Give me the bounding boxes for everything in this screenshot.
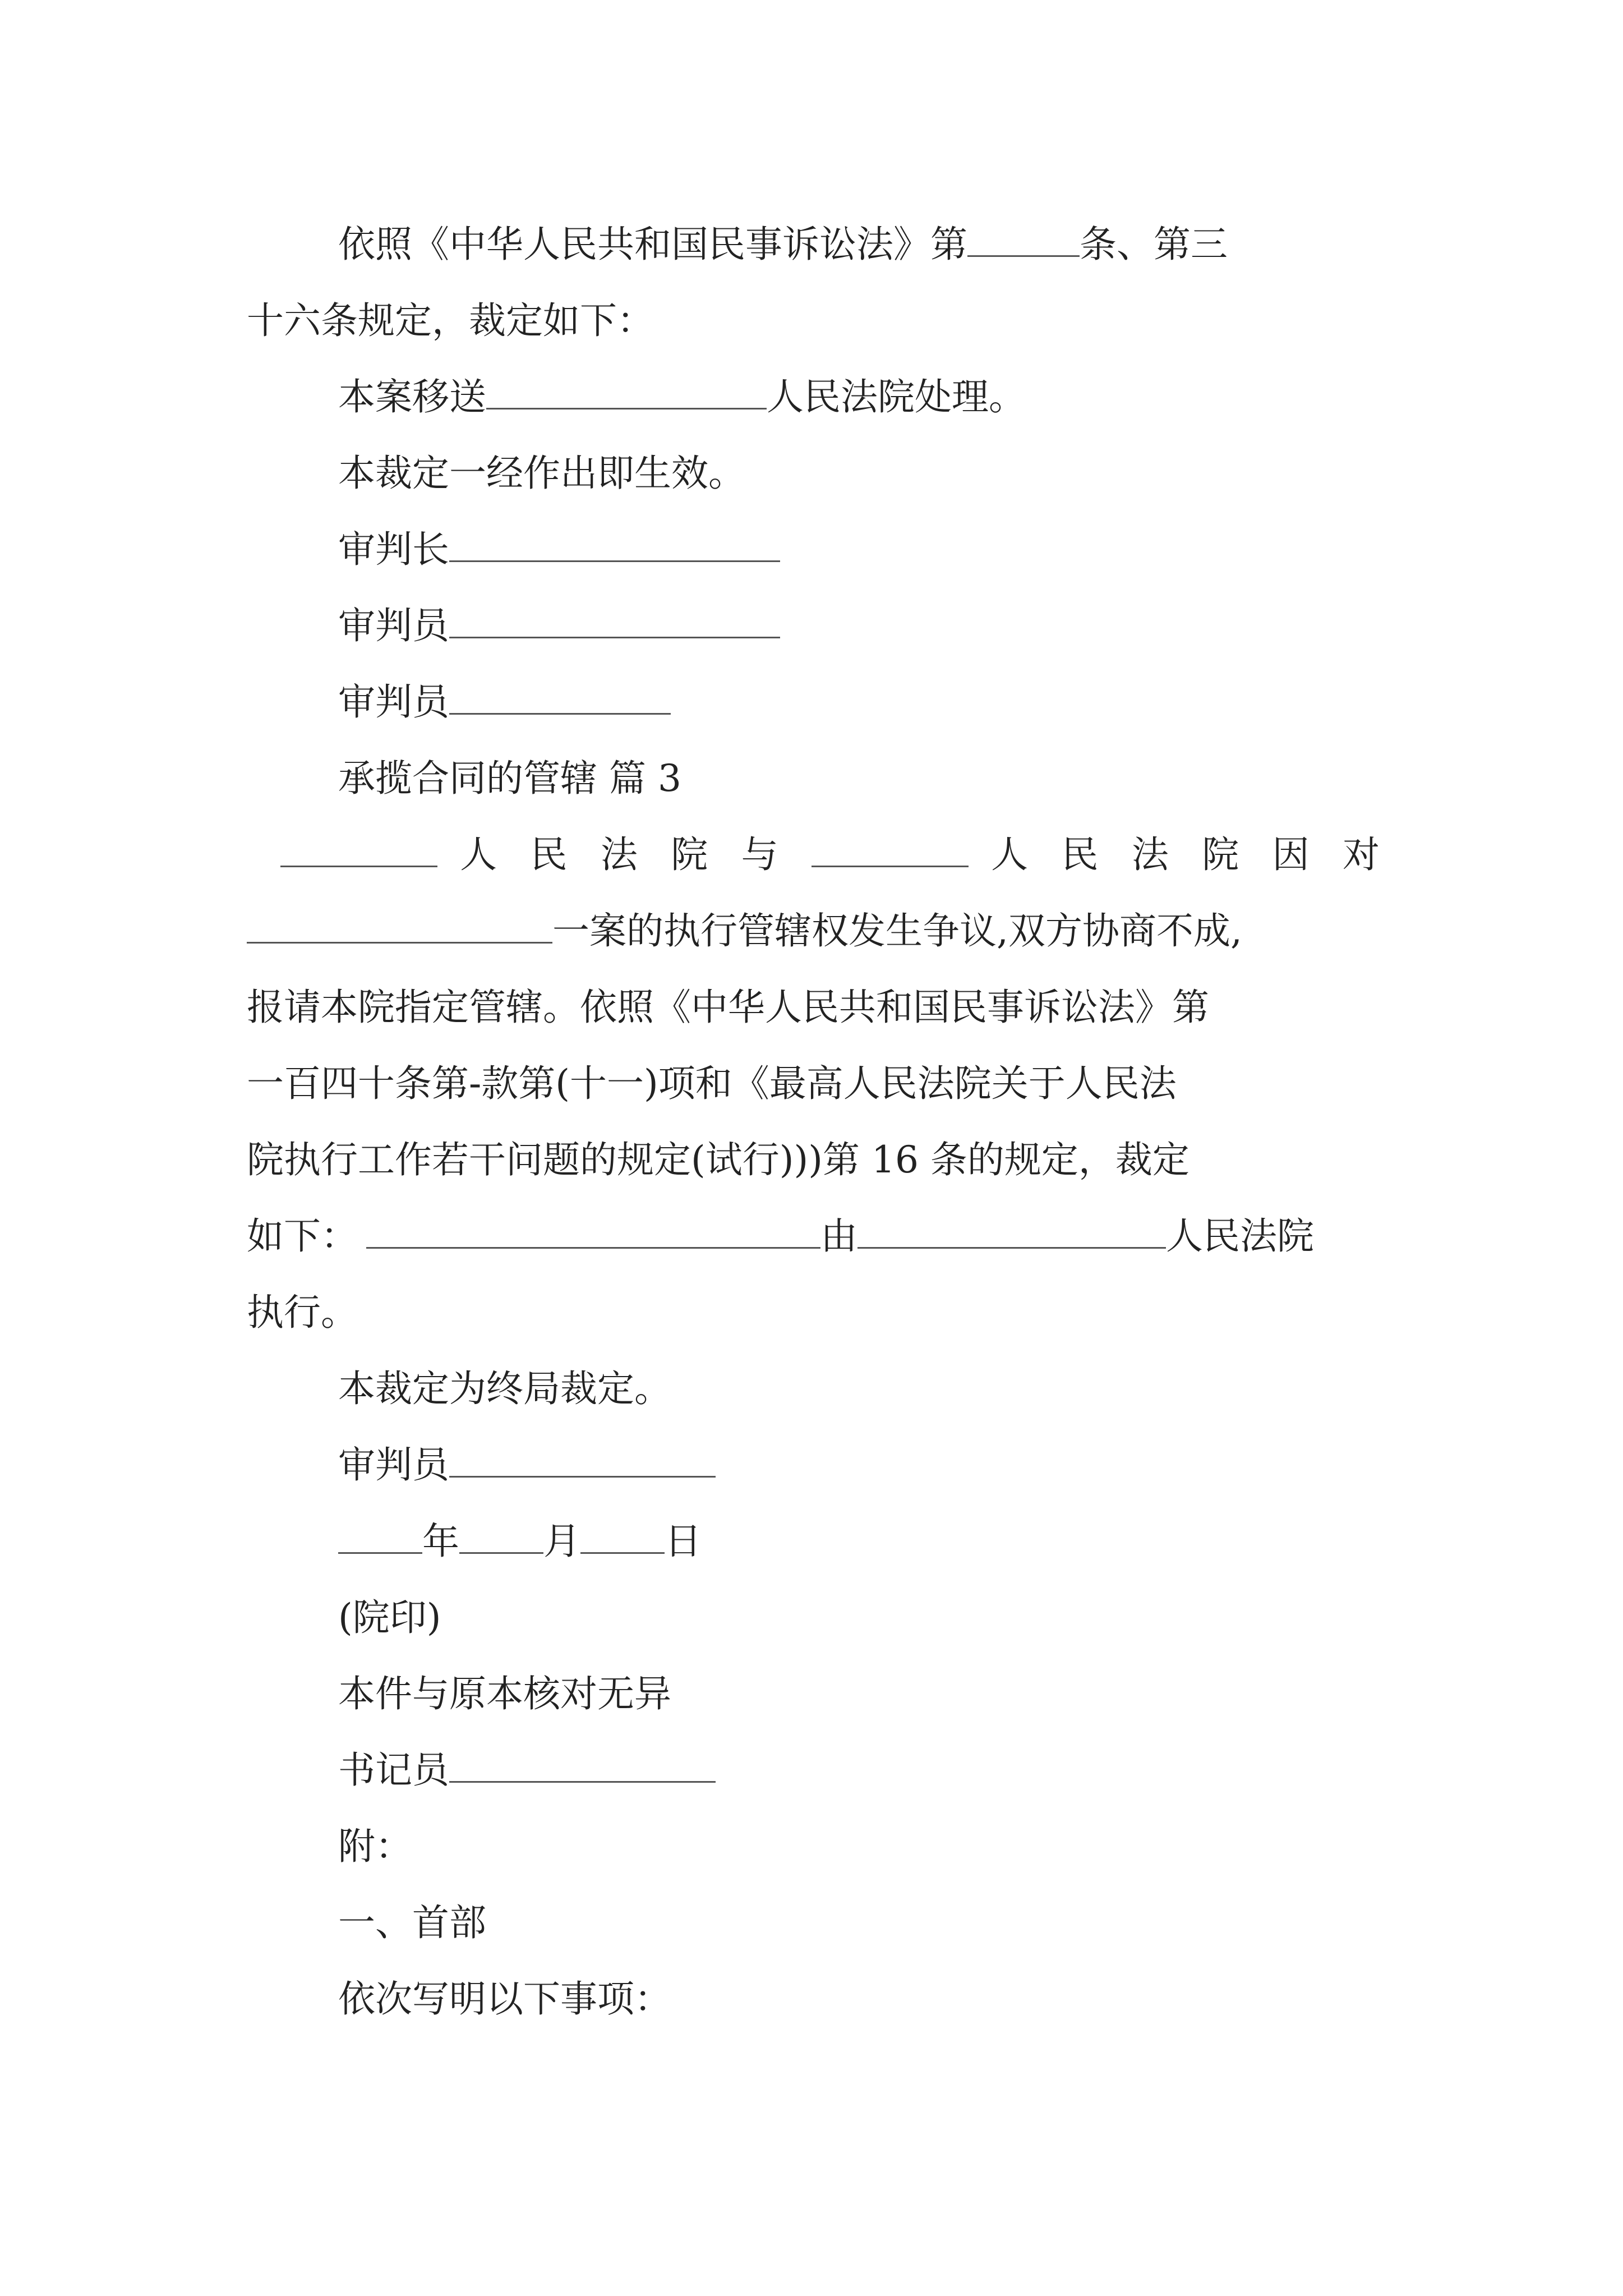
month-blank — [459, 1521, 543, 1554]
section-heading: 承揽合同的管辖 篇 3 — [338, 757, 681, 800]
verification-note: 本件与原本核对无异 — [338, 1672, 671, 1715]
judge-label-2: 审判员 — [338, 680, 449, 724]
chief-judge-signature — [338, 527, 780, 572]
matter-blank — [366, 1216, 820, 1249]
court-b-blank — [811, 834, 969, 867]
judge-signature-3 — [338, 1443, 716, 1488]
judge-blank-2 — [449, 682, 671, 715]
chief-judge-label: 审判长 — [338, 528, 449, 571]
paragraph-legal-basis-line-1 — [338, 222, 1228, 267]
court-suffix: 人民法院 — [1166, 1214, 1314, 1258]
day-blank — [580, 1521, 665, 1554]
dispute-text-b: 人 民 法 院 因 对 — [991, 833, 1380, 876]
dispute-line-5: 院执行工作若干问题的规定(试行)))第 16 条的规定，裁定 — [247, 1138, 1189, 1181]
legal-basis-text: 依照《中华人民共和国民事诉讼法》第 — [338, 223, 967, 266]
judge-label-1: 审判员 — [338, 604, 449, 647]
date-line — [338, 1519, 702, 1564]
dispute-line-6 — [247, 1214, 1314, 1259]
clerk-blank — [449, 1750, 716, 1783]
effective-clause: 本裁定一经作出即生效。 — [338, 452, 745, 495]
paragraph-legal-basis-line-2: 十六条规定，裁定如下： — [247, 299, 654, 342]
clerk-label: 书记员 — [338, 1749, 449, 1792]
article-number-blank — [967, 224, 1080, 257]
court-a-blank — [280, 834, 437, 867]
dispute-text-c: 一案的执行管辖权发生争议,双方协商不成, — [552, 909, 1242, 953]
transfer-ruling — [338, 375, 1026, 420]
case-name-blank — [247, 910, 552, 944]
chief-judge-blank — [449, 529, 780, 562]
transfer-text: 本案移送 — [338, 375, 486, 418]
judge-signature-2 — [338, 680, 671, 725]
legal-basis-text-2: 条、第三 — [1080, 223, 1228, 266]
dispute-line-3: 报请本院指定管辖。依照《中华人民共和国民事诉讼法》第 — [247, 986, 1209, 1029]
judge-signature-1 — [338, 604, 780, 648]
dispute-text-a: 人 民 法 院 与 — [460, 833, 789, 876]
month-label: 月 — [543, 1520, 580, 1563]
year-label: 年 — [422, 1520, 459, 1563]
dispute-line-4: 一百四十条第-款第(十一)项和《最高人民法院关于人民法 — [247, 1062, 1177, 1105]
court-seal-note: (院印) — [338, 1596, 441, 1639]
year-blank — [338, 1521, 422, 1554]
appendix-label: 附： — [338, 1825, 412, 1868]
clerk-signature — [338, 1748, 716, 1793]
appendix-items-intro: 依次写明以下事项： — [338, 1977, 671, 2021]
judge-blank-3 — [449, 1444, 716, 1478]
final-ruling-clause: 本裁定为终局裁定。 — [338, 1367, 671, 1410]
by-text: 由 — [820, 1214, 857, 1258]
judge-label-3: 审判员 — [338, 1443, 449, 1487]
day-label: 日 — [665, 1520, 702, 1563]
judge-blank-1 — [449, 605, 780, 638]
executing-court-blank — [857, 1216, 1166, 1249]
appendix-section-heading: 一、首部 — [338, 1901, 486, 1944]
transfer-text-2: 人民法院处理。 — [767, 375, 1026, 418]
dispute-line-7: 执行。 — [247, 1291, 358, 1334]
ruling-label: 如下： — [247, 1214, 358, 1258]
dispute-line-2 — [247, 909, 1242, 954]
dispute-line-1 — [247, 832, 1380, 877]
court-name-blank — [486, 376, 767, 409]
